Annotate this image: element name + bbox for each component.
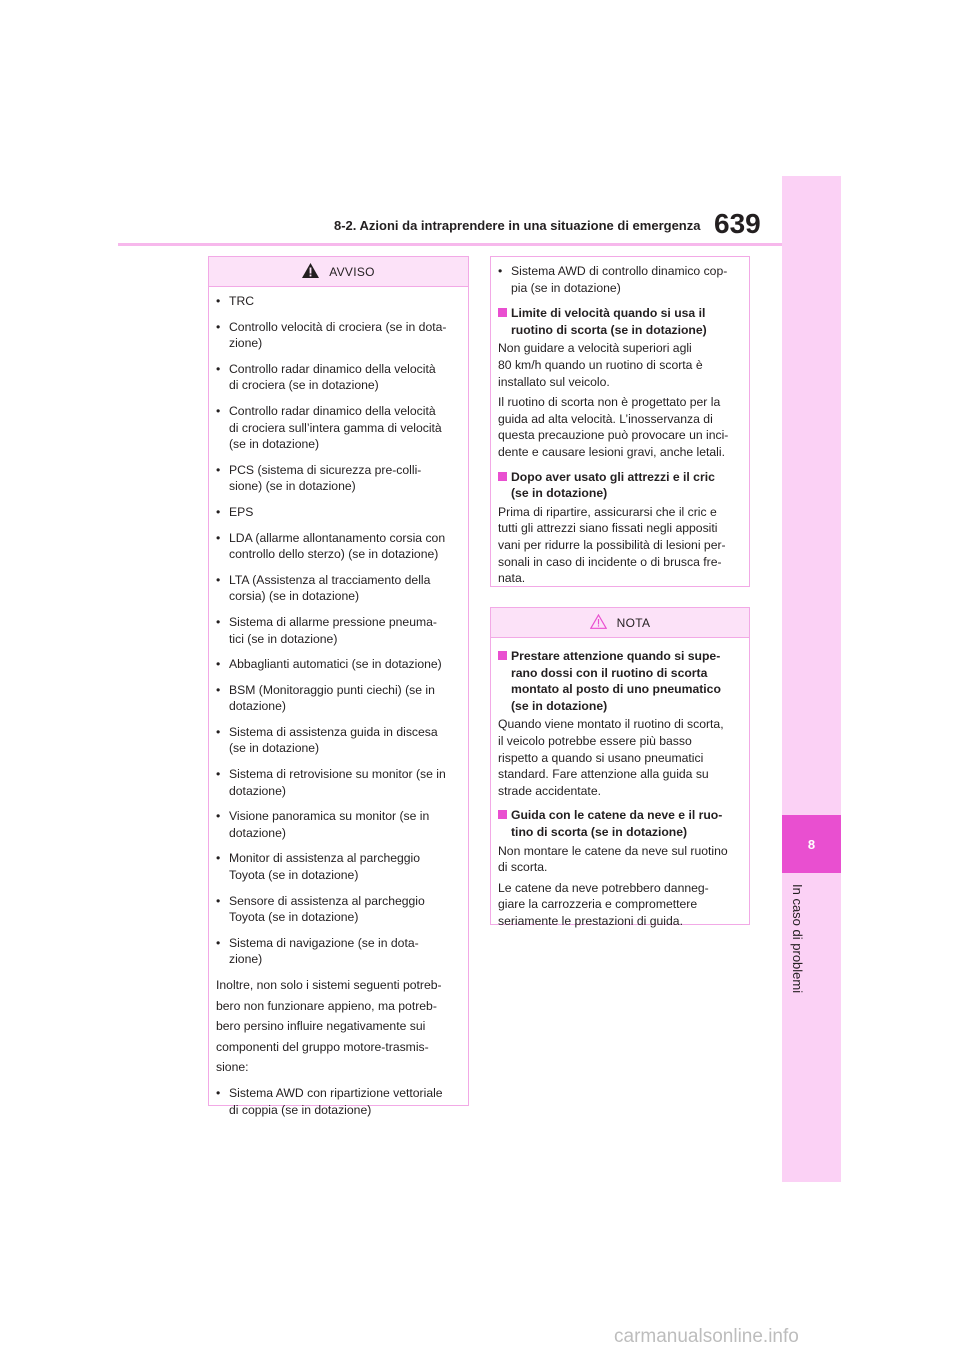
bullet-dot-icon: • xyxy=(216,767,221,782)
bullet-dot-icon: • xyxy=(216,657,221,672)
bullet-dot-icon: • xyxy=(216,294,221,308)
warning-box-continued-body xyxy=(491,257,749,597)
bullet-dot-icon: • xyxy=(216,504,221,519)
bullet-item: • Controllo radar dinamico della velocità di crociera sull’intera gamma di velocità (se in dotazione) xyxy=(216,403,442,452)
paragraph: Le catene da neve potrebbero danneg- giare la carrozzeria e compromettere seriamente le prestazioni di guida. xyxy=(498,880,709,928)
warning-box-header xyxy=(209,257,468,287)
paragraph: componenti del gruppo motore-trasmis- xyxy=(216,1039,429,1054)
bullet-dot-icon: • xyxy=(216,572,221,587)
bullet-item: • LTA (Assistenza al tracciamento della corsia) (se in dotazione) xyxy=(216,572,431,604)
bullet-dot-icon: • xyxy=(216,361,221,376)
bullet-item: • EPS xyxy=(216,504,254,519)
pink-square-icon xyxy=(498,308,507,317)
paragraph: Non montare le catene da neve sul ruotino di scorta. xyxy=(498,843,728,875)
note-box-body xyxy=(491,638,749,940)
bullet-item: • Sistema di assistenza guida in discesa (se in dotazione) xyxy=(216,724,438,756)
paragraph: sione: xyxy=(216,1060,249,1075)
bullet-item: • BSM (Monitoraggio punti ciechi) (se in dotazione) xyxy=(216,682,435,714)
pink-square-icon xyxy=(498,810,507,819)
note-box-title: NOTA xyxy=(616,615,651,630)
section-heading: Limite di velocità quando si usa il ruotino di scorta (se in dotazione) xyxy=(498,305,735,338)
bullet-item: • Sistema AWD con ripartizione vettoriale di coppia (se in dotazione) xyxy=(216,1085,443,1117)
bullet-dot-icon: • xyxy=(216,614,221,629)
pink-square-icon xyxy=(498,651,507,660)
page-number: 639 xyxy=(714,208,761,239)
bullet-item: • Sistema AWD di controllo dinamico cop- pia (se in dotazione) xyxy=(498,264,728,295)
warning-box xyxy=(208,256,469,1117)
bullet-item: • Abbaglianti automatici (se in dotazione) xyxy=(216,657,442,672)
paragraph: bero non funzionare appieno, ma potreb- xyxy=(216,998,437,1013)
section-title: 8-2. Azioni da intraprendere in una situazione di emergenza xyxy=(334,218,701,233)
bullet-dot-icon: • xyxy=(216,893,221,908)
bullet-dot-icon: • xyxy=(498,264,503,278)
bullet-item: • LDA (allarme allontanamento corsia con controllo dello sterzo) (se in dotazione) xyxy=(216,530,446,562)
pink-square-icon xyxy=(498,472,507,481)
bullet-item: • Sistema di navigazione (se in dota- zione) xyxy=(216,935,419,967)
paragraph: bero persino influire negativamente sui xyxy=(216,1019,426,1034)
bullet-item: • Controllo radar dinamico della velocità di crociera (se in dotazione) xyxy=(216,361,436,393)
header-divider xyxy=(118,243,782,246)
note-box-header xyxy=(491,608,749,638)
paragraph: Inoltre, non solo i sistemi seguenti potreb- xyxy=(216,978,442,992)
bullet-dot-icon: • xyxy=(216,724,221,739)
paragraph: Il ruotino di scorta non è progettato per la guida ad alta velocità. L’inosservanza di questa precauzione può provocare un inci- dente e causare lesioni gravi, anche letali. xyxy=(498,395,729,459)
bullet-dot-icon: • xyxy=(216,935,221,950)
bullet-item: • Monitor di assistenza al parcheggio Toyota (se in dotazione) xyxy=(216,851,421,883)
watermark: carmanualsonline.info xyxy=(614,1326,799,1347)
chapter-number: 8 xyxy=(782,815,841,873)
paragraph: Non guidare a velocità superiori agli 80 km/h quando un ruotino di scorta è installato sul veicolo. xyxy=(498,341,703,389)
paragraph: Prima di ripartire, assicurarsi che il cric e tutti gli attrezzi siano fissati negli appositi vani per ridurre la possibilità di lesioni per- sonali in caso di incidente o di brusca fre- nata. xyxy=(498,504,726,586)
warning-box-body xyxy=(209,287,468,1133)
bullet-item: • Visione panoramica su monitor (se in dotazione) xyxy=(216,809,430,840)
warning-box-continued xyxy=(490,256,750,587)
bullet-item: • TRC xyxy=(216,294,255,308)
bullet-dot-icon: • xyxy=(216,462,221,477)
chapter-label: In caso di problemi xyxy=(790,884,805,994)
paragraph: Quando viene montato il ruotino di scorta, il veicolo potrebbe essere più basso rispetto a quando si usano pneumatici standard. Fare attenzione alla guida su strade accidentate. xyxy=(498,717,724,798)
warning-triangle-icon xyxy=(302,263,319,281)
bullet-item: • Sistema di retrovisione su monitor (se in dotazione) xyxy=(216,767,446,798)
section-heading: Guida con le catene da neve e il ruo- tino di scorta (se in dotazione) xyxy=(498,807,735,840)
bullet-dot-icon: • xyxy=(216,530,221,545)
bullet-item: • Sistema di allarme pressione pneuma- tici (se in dotazione) xyxy=(216,614,437,646)
warning-box-title: AVVISO xyxy=(329,264,375,279)
section-heading: Prestare attenzione quando si supe- rano dossi con il ruotino di scorta montato al posto di uno pneumatico (se in dotazione) xyxy=(498,648,735,714)
bullet-dot-icon: • xyxy=(216,1085,221,1100)
note-box xyxy=(490,607,750,928)
bullet-item: • PCS (sistema di sicurezza pre-colli- sione) (se in dotazione) xyxy=(216,462,422,494)
bullet-dot-icon: • xyxy=(216,809,221,824)
bullet-item: • Sensore di assistenza al parcheggio Toyota (se in dotazione) xyxy=(216,893,425,925)
bullet-dot-icon: • xyxy=(216,851,221,866)
section-heading: Dopo aver usato gli attrezzi e il cric (se in dotazione) xyxy=(498,469,735,502)
bullet-dot-icon: • xyxy=(216,319,221,334)
bullet-item: • Controllo velocità di crociera (se in dota- zione) xyxy=(216,319,447,351)
caution-triangle-outline-icon xyxy=(590,614,607,632)
bullet-dot-icon: • xyxy=(216,682,221,697)
bullet-dot-icon: • xyxy=(216,403,221,418)
chapter-side-tab xyxy=(782,176,841,1182)
